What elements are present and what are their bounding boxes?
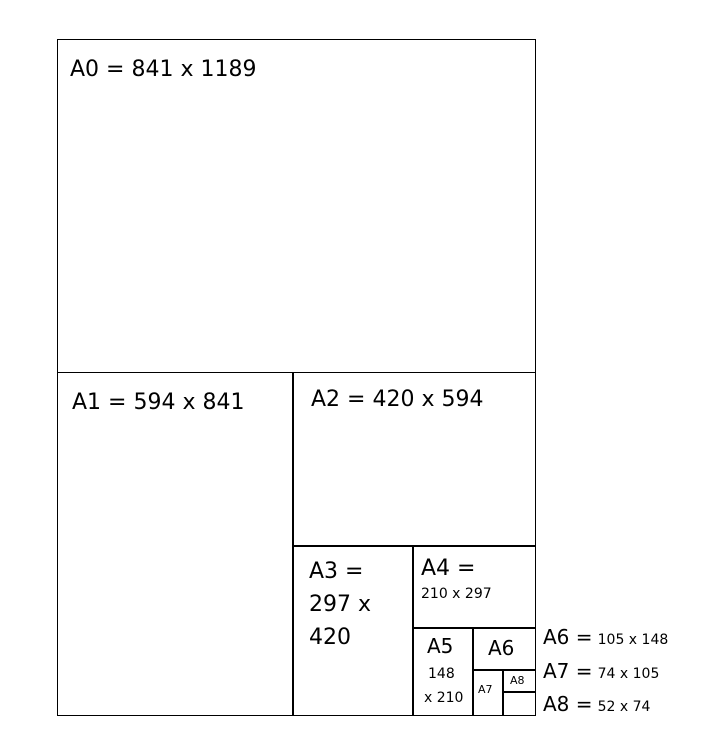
a3-label-line1: A3 =	[309, 559, 364, 584]
a5-label-dims1: 148	[428, 666, 455, 682]
legend-a7-name: A7 =	[543, 659, 593, 683]
a5-label-dims2: x 210	[424, 690, 464, 706]
legend-a6	[543, 627, 668, 647]
legend-a7-dims: 74 x 105	[597, 666, 660, 682]
a1-outline	[57, 372, 294, 716]
a4-label-dims: 210 x 297	[421, 586, 492, 602]
legend-a8-dims: 52 x 74	[597, 699, 651, 715]
a0-label: A0 = 841 x 1189	[70, 57, 257, 82]
a8-remainder-outline	[502, 691, 536, 716]
a6-label: A6	[488, 636, 515, 660]
a3-label-line2: 297 x	[309, 592, 372, 617]
legend-a6-name: A6 =	[543, 625, 593, 649]
a2-label: A2 = 420 x 594	[311, 387, 484, 412]
legend-a7	[543, 661, 659, 681]
a1-label: A1 = 594 x 841	[72, 390, 245, 415]
legend-a8-name: A8 =	[543, 692, 593, 716]
a8-label: A8	[510, 674, 525, 687]
legend-a8	[543, 694, 650, 714]
legend-a6-dims: 105 x 148	[597, 632, 669, 648]
a5-label-name: A5	[427, 634, 454, 658]
a3-label-line3: 420	[309, 625, 351, 650]
a4-label-name: A4 =	[421, 556, 476, 581]
a7-label: A7	[478, 683, 493, 696]
